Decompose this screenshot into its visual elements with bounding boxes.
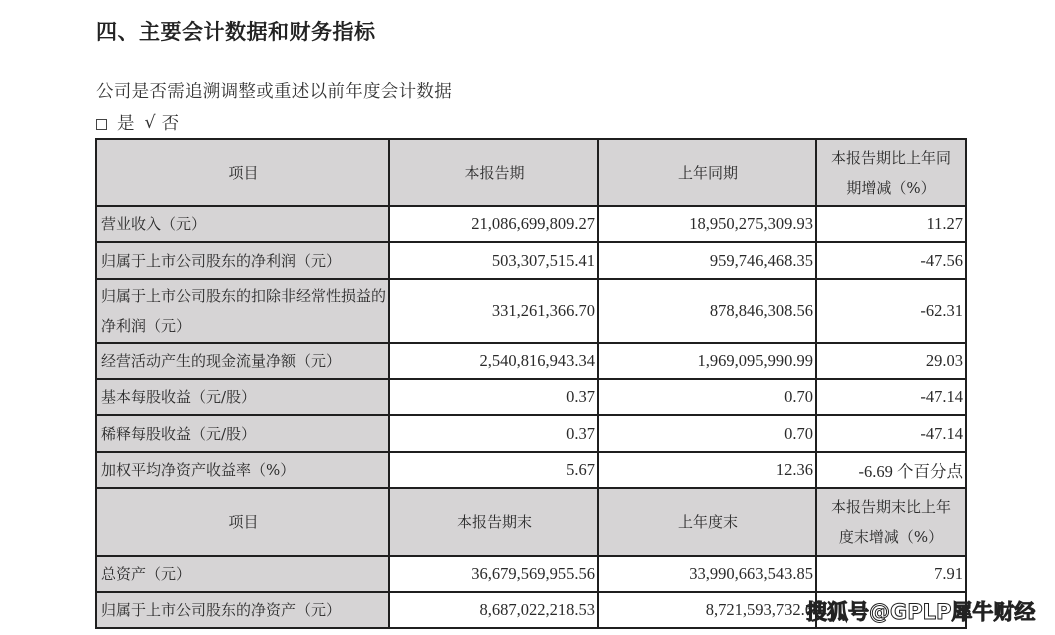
table-row: [96, 556, 966, 592]
row-label: 经营活动产生的现金流量净额（元）: [96, 343, 389, 379]
row-label: 稀释每股收益（元/股）: [96, 415, 389, 452]
table-row: [96, 206, 966, 242]
section-title: 四、主要会计数据和财务指标: [96, 20, 376, 44]
prior-value: 33,990,663,543.85: [598, 556, 816, 592]
table-row: [96, 279, 966, 343]
change-value: 7.91: [816, 556, 966, 592]
current-value: 8,687,022,218.53: [389, 592, 598, 628]
change-value: 11.27: [816, 206, 966, 242]
header-yoy-change: 本报告期比上年同期增减（%）: [816, 139, 966, 206]
change-value: 29.03: [816, 343, 966, 379]
change-value: -47.56: [816, 242, 966, 279]
prior-value: 0.70: [598, 379, 816, 415]
current-value: 0.37: [389, 379, 598, 415]
prior-value: 959,746,468.35: [598, 242, 816, 279]
current-value: 2,540,816,943.34: [389, 343, 598, 379]
row-label: 归属于上市公司股东的扣除非经常性损益的净利润（元）: [96, 279, 389, 343]
row-label: 基本每股收益（元/股）: [96, 379, 389, 415]
current-value: 0.37: [389, 415, 598, 452]
change-value: -47.14: [816, 415, 966, 452]
table-row: [96, 242, 966, 279]
financial-data-table: [95, 138, 967, 629]
prior-value: 18,950,275,309.93: [598, 206, 816, 242]
row-label: 总资产（元）: [96, 556, 389, 592]
change-value: -62.31: [816, 279, 966, 343]
header-prior-period: 上年同期: [598, 139, 816, 206]
prior-value: 0.70: [598, 415, 816, 452]
checkbox-empty-icon: [96, 119, 107, 130]
current-value: 21,086,699,809.27: [389, 206, 598, 242]
header-prior-year-end: 上年度末: [598, 488, 816, 556]
change-value: -6.69 个百分点: [816, 452, 966, 488]
prior-value: 1,969,095,990.99: [598, 343, 816, 379]
change-value: -47.14: [816, 379, 966, 415]
table2-header-row: [96, 488, 966, 556]
row-label: 归属于上市公司股东的净资产（元）: [96, 592, 389, 628]
watermark: 搜狐号@GPLP犀牛财经: [806, 600, 1036, 624]
restatement-question: 公司是否需追溯调整或重述以前年度会计数据: [96, 82, 452, 102]
prior-value: 12.36: [598, 452, 816, 488]
current-value: 5.67: [389, 452, 598, 488]
table-row: [96, 415, 966, 452]
table-row: [96, 379, 966, 415]
row-label: 归属于上市公司股东的净利润（元）: [96, 242, 389, 279]
row-label: 营业收入（元）: [96, 206, 389, 242]
checkmark-icon: √: [144, 112, 156, 133]
prior-value: 878,846,308.56: [598, 279, 816, 343]
option-no-label: 否: [161, 114, 180, 134]
option-yes-label: 是: [117, 114, 135, 134]
table1-header-row: [96, 139, 966, 206]
header-current-period: 本报告期: [389, 139, 598, 206]
current-value: 503,307,515.41: [389, 242, 598, 279]
prior-value: 8,721,593,732.6: [598, 592, 816, 628]
table-row: [96, 343, 966, 379]
restatement-options: [96, 110, 179, 135]
table-row: [96, 452, 966, 488]
row-label: 加权平均净资产收益率（%）: [96, 452, 389, 488]
header-period-end: 本报告期末: [389, 488, 598, 556]
header-item: 项目: [96, 139, 389, 206]
current-value: 36,679,569,955.56: [389, 556, 598, 592]
header-item: 项目: [96, 488, 389, 556]
current-value: 331,261,366.70: [389, 279, 598, 343]
header-change-vs-year-end: 本报告期末比上年度末增减（%）: [816, 488, 966, 556]
